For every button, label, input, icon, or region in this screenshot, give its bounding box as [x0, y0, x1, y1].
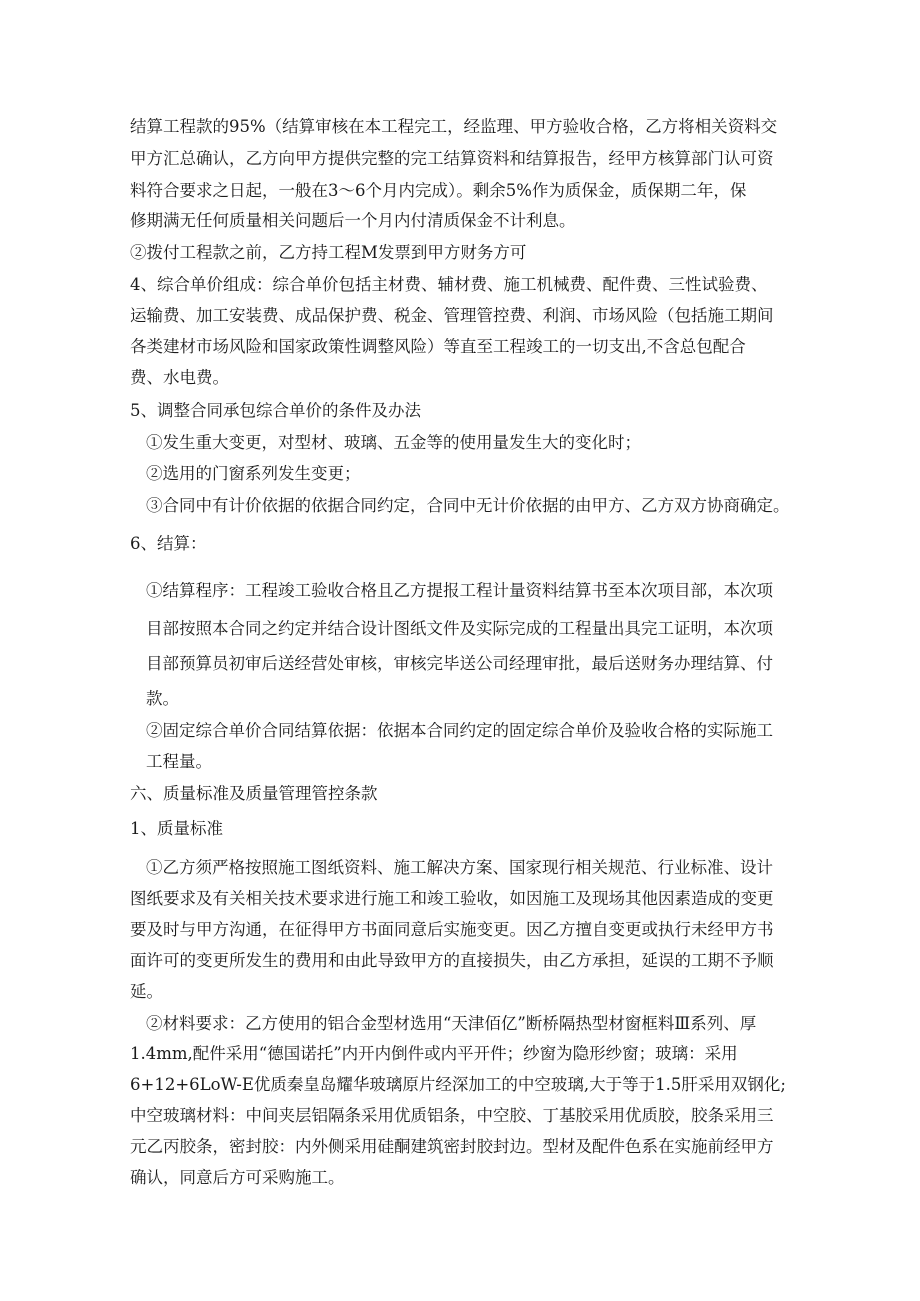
section-heading: 4、综合单价组成：综合单价包括主材费、辅材费、施工机械费、配件费、三性试验费、: [130, 275, 768, 294]
paragraph-line: 结算工程款的95%（结算审核在本工程完工，经监理、甲方验收合格，乙方将相关资料交: [130, 117, 778, 136]
paragraph-line: ②拨付工程款之前，乙方持工程M发票到甲方财务方可: [130, 243, 527, 262]
list-item-continuation: 6+12+6LoW-E优质秦皇岛耀华玻璃原片经深加工的中空玻璃,大于等于1.5肝采用双钢化;: [130, 1075, 786, 1094]
paragraph-line: 各类建材市场风险和国家政策性调整风险）等直至工程竣工的一切支出,不含总包配合: [130, 337, 746, 356]
list-item: ①发生重大变更，对型材、玻璃、五金等的使用量发生大的变化时；: [146, 433, 641, 452]
list-item-continuation: 款。: [146, 689, 179, 708]
list-item: ②固定综合单价合同结算依据：依据本合同约定的固定综合单价及验收合格的实际施工: [146, 721, 773, 740]
list-item: ①结算程序：工程竣工验收合格且乙方提报工程计量资料结算书至本次项目部，本次项: [146, 581, 773, 600]
section-heading: 1、质量标准: [130, 819, 223, 838]
list-item-continuation: 中空玻璃材料：中间夹层铝隔条采用优质铝条，中空胶、丁基胶采用优质胶，胶条采用三: [130, 1106, 774, 1125]
paragraph-line: 费、水电费。: [130, 368, 229, 387]
list-item-continuation: 工程量。: [146, 752, 212, 771]
paragraph-line: 料符合要求之日起，一般在3～6个月内完成）。剩余5%作为质保金，质保期二年，保: [130, 181, 747, 200]
list-item-continuation: 1.4mm,配件采用“德国诺托”内开内倒件或内平开件；纱窗为隐形纱窗；玻璃：采用: [130, 1044, 738, 1063]
list-item-continuation: 确认，同意后方可采购施工。: [130, 1168, 345, 1187]
paragraph-line: 甲方汇总确认，乙方向甲方提供完整的完工结算资料和结算报告，经甲方核算部门认可资: [130, 149, 774, 168]
list-item: ①乙方须严格按照施工图纸资料、施工解决方案、国家现行相关规范、行业标准、设计: [146, 858, 773, 877]
list-item-continuation: 面许可的变更所发生的费用和由此导致甲方的直接损失，由乙方承担，延误的工期不予顺: [130, 951, 774, 970]
list-item-continuation: 目部预算员初审后送经营处审核，审核完毕送公司经理审批，最后送财务办理结算、付: [146, 654, 773, 673]
list-item-continuation: 图纸要求及有关相关技术要求进行施工和竣工验收，如因施工及现场其他因素造成的变更: [130, 889, 774, 908]
list-item: ②选用的门窗系列发生变更；: [146, 464, 361, 483]
list-item-continuation: 目部按照本合同之约定并结合设计图纸文件及实际完成的工程量出具完工证明，本次项: [146, 619, 773, 638]
list-item-continuation: 元乙丙胶条，密封胶：内外侧采用硅酮建筑密封胶封边。型材及配件色系在实施前经甲方: [130, 1137, 774, 1156]
list-item: ②材料要求：乙方使用的铝合金型材选用“天津佰亿”断桥隔热型材窗框料Ⅲ系列、厚: [146, 1014, 757, 1033]
chapter-heading: 六、质量标准及质量管理管控条款: [130, 784, 378, 803]
paragraph-line: 修期满无任何质量相关问题后一个月内付清质保金不计利息。: [130, 211, 576, 230]
section-heading: 5、调整合同承包综合单价的条件及办法: [130, 401, 421, 420]
paragraph-line: 运输费、加工安装费、成品保护费、税金、管理管控费、利润、市场风险（包括施工期间: [130, 306, 774, 325]
section-heading: 6、结算：: [130, 534, 207, 553]
list-item-continuation: 要及时与甲方沟通，在征得甲方书面同意后实施变更。因乙方擅自变更或执行未经甲方书: [130, 920, 774, 939]
list-item-continuation: 延。: [130, 982, 163, 1001]
list-item: ③合同中有计价依据的依据合同约定，合同中无计价依据的由甲方、乙方双方协商确定。: [146, 496, 790, 515]
